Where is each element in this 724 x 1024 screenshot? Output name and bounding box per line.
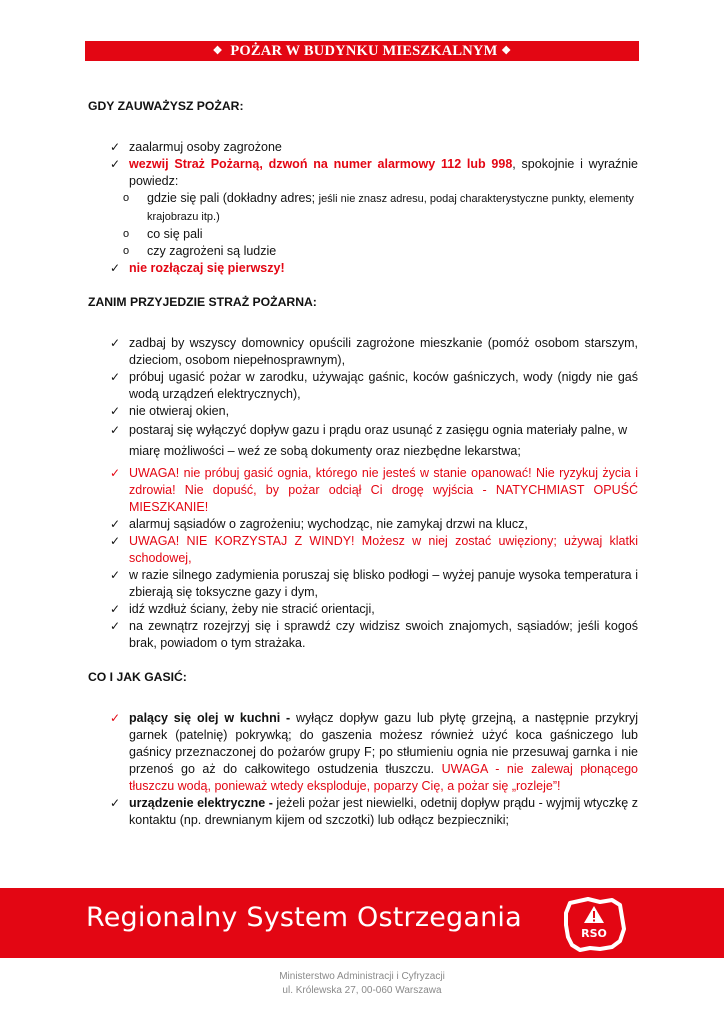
sub-list-item: o gdzie się pali (dokładny adres; jeśli nie znasz adresu, podaj charakterystyczne punkty, elementy krajobrazu itp.) [123, 191, 634, 223]
poland-outline-warning-icon [560, 893, 628, 953]
warning-text: UWAGA - nie zalewaj płonącego tłuszczu wodą, ponieważ wtedy eksploduje, poparzy Cię, a pożar się „rozleje”! [129, 762, 638, 793]
check-icon: ✓ [110, 261, 121, 275]
checklist-before-firefighters [88, 335, 638, 652]
section-heading-notice: GDY ZAUWAŻYSZ POŻAR: [88, 99, 244, 113]
sub-list-item: o co się pali [123, 227, 203, 241]
list-item: ✓ na zewnątrz rozejrzyj się i sprawdź czy widzisz swoich znajomych, sąsiadów; jeśli kogoś brak, powiadom o tym strażaka. [110, 619, 638, 650]
list-item: ✓ alarmuj sąsiadów o zagrożeniu; wychodząc, nie zamykaj drzwi na klucz, [110, 517, 528, 531]
check-icon: ✓ [110, 336, 121, 350]
sub-list [88, 190, 638, 260]
page-title: POŻAR W BUDYNKU MIESZKALNYM [230, 43, 498, 59]
check-icon: ✓ [110, 466, 121, 480]
list-item: ✓ w razie silnego zadymienia poruszaj się blisko podłogi – wyżej panuje wysoka temperatura i zbierają się toksyczne gazy i dym, [110, 568, 638, 599]
logo-text: RSO [581, 927, 607, 940]
circle-bullet-icon: o [123, 228, 130, 240]
check-icon: ✓ [110, 423, 121, 437]
checklist-extinguishing [88, 710, 638, 829]
ornament-right-icon: ❖ [501, 45, 512, 57]
list-item: ✓ nie rozłączaj się pierwszy! [110, 261, 285, 275]
ministry-name: Ministerstwo Administracji i Cyfryzacji [279, 971, 445, 982]
check-icon: ✓ [110, 568, 121, 582]
list-item [88, 533, 638, 567]
footer-banner [0, 888, 724, 958]
list-item [88, 465, 638, 516]
ornament-left-icon: ❖ [212, 45, 223, 57]
check-icon: ✓ [110, 619, 121, 633]
check-icon: ✓ [110, 796, 121, 810]
check-icon: ✓ [110, 602, 121, 616]
warning-text: UWAGA! NIE KORZYSTAJ Z WINDY! Możesz w niej zostać uwięziony; używaj klatki schodowej, [129, 534, 638, 565]
emergency-number-text: wezwij Straż Pożarną, dzwoń na numer alarmowy 112 lub 998 [129, 157, 513, 171]
check-icon: ✓ [110, 711, 121, 725]
ministry-address [0, 970, 724, 998]
list-item: ✓ palący się olej w kuchni - wyłącz dopływ gazu lub płytę grzejną, a następnie przykryj garnek (patelnię) pokrywką; do gaszenia możesz również użyć koca gaśniczego lub gaśnicy przeznaczonej do pożarów grupy F; po stłumieniu ognia nie przesuwaj garnka i nie przenoś go aż do całkowitego ostudzenia tłuszczu. UWAGA - nie zalewaj płonącego tłuszczu wodą, ponieważ wtedy eksploduje, poparzy Cię, a pożar się „rozleje”! [110, 711, 639, 793]
check-icon: ✓ [110, 404, 121, 418]
list-item: ✓ postaraj się wyłączyć dopływ gazu i prądu oraz usunąć z zasięgu ognia materiały palne, w miarę możliwości – weź ze sobą dokumenty oraz niezbędne lekarstwa; [88, 420, 638, 462]
section-heading-before-firefighters: ZANIM PRZYJEDZIE STRAŻ POŻARNA: [88, 295, 317, 309]
list-item: ✓ zaalarmuj osoby zagrożone [110, 140, 282, 154]
list-item: ✓ próbuj ugasić pożar w zarodku, używając gaśnic, koców gaśniczych, wody (nigdy nie gaś wodą urządzeń elektrycznych), [110, 370, 638, 401]
circle-bullet-icon: o [123, 192, 130, 204]
check-icon: ✓ [110, 140, 121, 154]
list-item: ✓ idź wzdłuż ściany, żeby nie stracić orientacji, [110, 602, 375, 616]
sub-list-item: o czy zagrożeni są ludzie [123, 244, 277, 258]
title-banner [85, 41, 639, 61]
circle-bullet-icon: o [123, 245, 130, 257]
checklist-notice [88, 139, 638, 277]
list-item: ✓ zadbaj by wszyscy domownicy opuścili zagrożone mieszkanie (pomóż osobom starszym, dzieciom, osobom niepełnosprawnym), [110, 336, 638, 367]
check-icon: ✓ [110, 534, 121, 548]
section-heading-extinguishing: CO I JAK GASIĆ: [88, 670, 187, 684]
list-item: ✓ urządzenie elektryczne - jeżeli pożar jest niewielki, odetnij dopływ prądu - wyjmij wtyczkę z kontaktu (np. drewnianym kijem od szczotki) lub odłącz bezpieczniki; [110, 796, 638, 827]
document-body [88, 98, 638, 829]
warning-text: UWAGA! nie próbuj gasić ognia, którego nie jesteś w stanie opanować! Nie ryzykuj życia i zdrowia! Nie dopuść, by pożar odciął Ci drogę wyjścia - NATYCHMIAST OPUŚĆ MIESZKANIE! [129, 466, 638, 514]
list-item: ✓ wezwij Straż Pożarną, dzwoń na numer alarmowy 112 lub 998, spokojnie i wyraźnie powiedz: o gdzie się pali (dokładny adres; jeśli nie znasz adresu, podaj charakterystyczne punkty, elementy krajobrazu itp.) o co się pali o czy zagrożeni są ludzie [88, 156, 638, 260]
check-icon: ✓ [110, 157, 121, 171]
ministry-street: ul. Królewska 27, 00-060 Warszawa [282, 985, 442, 996]
list-item: ✓ nie otwieraj okien, [110, 404, 230, 418]
footer-title: Regionalny System Ostrzegania [86, 902, 522, 933]
check-icon: ✓ [110, 370, 121, 384]
check-icon: ✓ [110, 517, 121, 531]
